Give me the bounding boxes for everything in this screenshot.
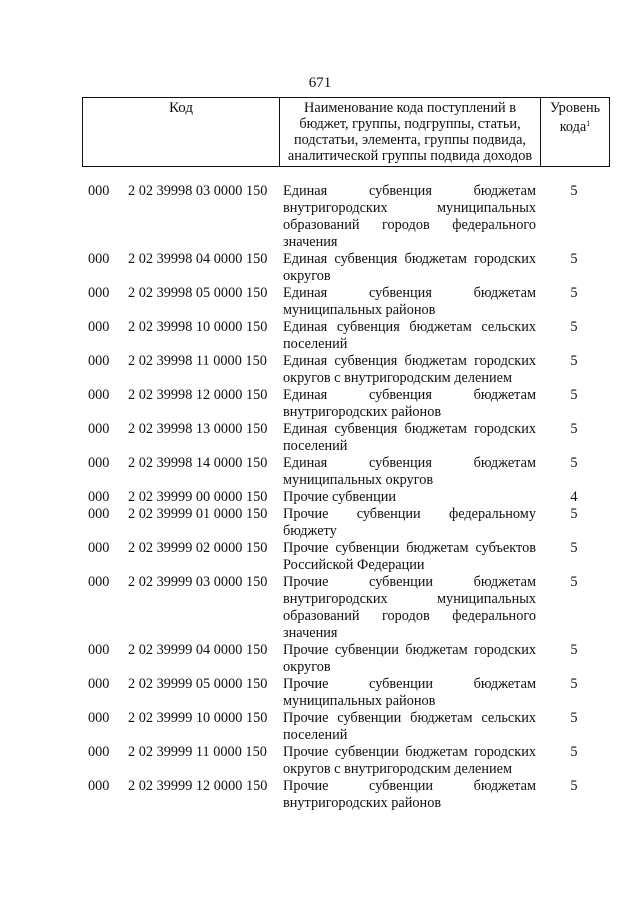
income-code: 2 02 39999 02 0000 150 [128,540,268,556]
income-code: 2 02 39998 04 0000 150 [128,251,268,267]
admin-code: 000 [88,183,110,199]
table-row [0,455,640,489]
income-name: Единая субвенция бюджетам сельских поселений [283,319,536,352]
admin-code: 000 [88,319,110,335]
table-row [0,183,640,251]
admin-code: 000 [88,353,110,369]
admin-code: 000 [88,251,110,267]
income-code: 2 02 39998 10 0000 150 [128,319,268,335]
admin-code: 000 [88,421,110,437]
income-code: 2 02 39999 04 0000 150 [128,642,268,658]
page-number: 671 [308,75,332,91]
table-body [0,183,640,812]
admin-code: 000 [88,744,110,760]
header-name: Наименование кода поступлений в бюджет, группы, подгруппы, статьи, подстатьи, элемента, группы подвида, аналитической группы подвида доходов [279,98,541,166]
table-row [0,285,640,319]
table-row [0,489,640,506]
admin-code: 000 [88,455,110,471]
income-code: 2 02 39999 10 0000 150 [128,710,268,726]
admin-code: 000 [88,540,110,556]
code-level: 5 [570,285,578,301]
income-code: 2 02 39998 14 0000 150 [128,455,268,471]
code-level: 5 [570,506,578,522]
table-row [0,540,640,574]
admin-code: 000 [88,642,110,658]
table-row [0,744,640,778]
income-name: Прочие субвенции федеральному бюджету [283,506,536,539]
income-name: Прочие субвенции бюджетам городских округов [283,642,536,675]
income-name: Единая субвенция бюджетам городских округов [283,251,536,284]
income-code: 2 02 39999 03 0000 150 [128,574,268,590]
income-name: Единая субвенция бюджетам городских поселений [283,421,536,454]
admin-code: 000 [88,285,110,301]
income-name: Прочие субвенции бюджетам сельских поселений [283,710,536,743]
table-row [0,642,640,676]
income-name: Единая субвенция бюджетам муниципальных районов [283,285,536,318]
income-name: Единая субвенция бюджетам внутригородских муниципальных образований городов федерального значения [283,183,536,250]
code-level: 5 [570,540,578,556]
income-code: 2 02 39999 01 0000 150 [128,506,268,522]
admin-code: 000 [88,574,110,590]
income-code: 2 02 39999 11 0000 150 [128,744,267,760]
income-name: Прочие субвенции бюджетам муниципальных районов [283,676,536,709]
code-level: 5 [570,421,578,437]
admin-code: 000 [88,778,110,794]
code-level: 5 [570,319,578,335]
income-name: Единая субвенция бюджетам городских округов с внутригородским делением [283,353,536,386]
income-code: 2 02 39998 11 0000 150 [128,353,267,369]
income-name: Единая субвенция бюджетам внутригородских районов [283,387,536,420]
table-row [0,778,640,812]
code-level: 5 [570,676,578,692]
admin-code: 000 [88,676,110,692]
income-code: 2 02 39998 12 0000 150 [128,387,268,403]
header-level-label: Уровень кода [549,100,601,135]
code-level: 5 [570,353,578,369]
admin-code: 000 [88,489,110,505]
code-level: 5 [570,744,578,760]
table-row [0,574,640,642]
income-name: Прочие субвенции бюджетам городских округов с внутригородским делением [283,744,536,777]
admin-code: 000 [88,506,110,522]
admin-code: 000 [88,710,110,726]
income-code: 2 02 39999 00 0000 150 [128,489,268,505]
table-row [0,421,640,455]
income-code: 2 02 39998 13 0000 150 [128,421,268,437]
code-level: 5 [570,455,578,471]
table-row [0,387,640,421]
header-level [541,98,609,166]
income-name: Единая субвенция бюджетам муниципальных округов [283,455,536,488]
table-row [0,353,640,387]
table-row [0,506,640,540]
income-code: 2 02 39998 03 0000 150 [128,183,268,199]
code-level: 5 [570,778,578,794]
income-code: 2 02 39999 12 0000 150 [128,778,268,794]
table-header [82,97,610,167]
code-level: 5 [570,387,578,403]
admin-code: 000 [88,387,110,403]
table-row [0,710,640,744]
income-name: Прочие субвенции бюджетам внутригородских муниципальных образований городов федерального значения [283,574,536,641]
income-code: 2 02 39998 05 0000 150 [128,285,268,301]
income-name: Прочие субвенции бюджетам внутригородских районов [283,778,536,811]
code-level: 4 [570,489,578,505]
income-code: 2 02 39999 05 0000 150 [128,676,268,692]
code-level: 5 [570,251,578,267]
code-level: 5 [570,642,578,658]
code-level: 5 [570,574,578,590]
code-level: 5 [570,710,578,726]
income-name: Прочие субвенции [283,489,397,505]
footnote-marker: 1 [586,119,591,128]
header-code: Код [169,100,193,116]
table-row [0,676,640,710]
table-row [0,319,640,353]
table-row [0,251,640,285]
income-name: Прочие субвенции бюджетам субъектов Российской Федерации [283,540,536,573]
code-level: 5 [570,183,578,199]
